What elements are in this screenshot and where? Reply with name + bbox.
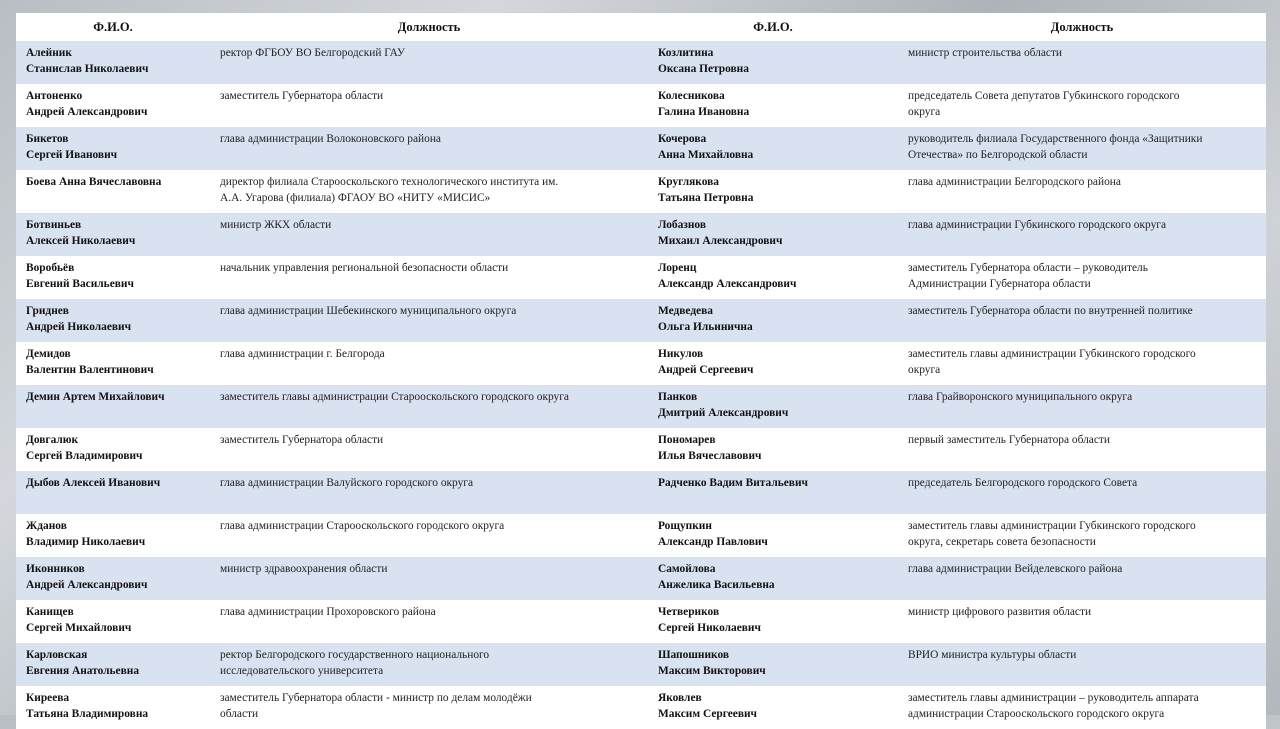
position-left: исследовательского университета — [220, 665, 384, 677]
person-name-left: Довгалюк — [26, 434, 79, 446]
person-name-left-cell — [16, 643, 210, 686]
person-name-right: Панков — [658, 391, 698, 403]
person-name-right-cell — [648, 471, 898, 514]
position-right: заместитель Губернатора области по внутренней политике — [908, 305, 1193, 317]
position-left-cell — [210, 299, 648, 342]
position-right: округа — [908, 364, 941, 376]
position-right: заместитель главы администрации Губкинского городского — [908, 348, 1196, 360]
person-name-left: Сергей Владимирович — [26, 450, 143, 462]
position-left-cell — [210, 213, 648, 256]
person-name-right: Радченко Вадим Витальевич — [658, 477, 808, 489]
position-left-cell — [210, 385, 648, 428]
person-name-left: Сергей Михайлович — [26, 622, 132, 634]
person-name-right-cell — [648, 299, 898, 342]
table-row — [16, 643, 1266, 686]
position-right: председатель Белгородского городского Совета — [908, 477, 1138, 489]
person-name-left: Бикетов — [26, 133, 69, 145]
position-right-cell — [898, 41, 1266, 84]
person-name-left: Демин Артем Михайлович — [26, 391, 165, 403]
position-left-cell — [210, 557, 648, 600]
person-name-right-cell — [648, 41, 898, 84]
position-right-cell — [898, 299, 1266, 342]
person-name-right: Яковлев — [658, 692, 702, 704]
person-name-right: Сергей Николаевич — [658, 622, 761, 634]
position-left: глава администрации г. Белгорода — [220, 348, 385, 360]
position-left: области — [220, 708, 259, 720]
table-row — [16, 600, 1266, 643]
person-name-right: Дмитрий Александрович — [658, 407, 789, 419]
person-name-left: Владимир Николаевич — [26, 536, 146, 548]
person-name-left-cell — [16, 41, 210, 84]
person-name-left-cell — [16, 557, 210, 600]
position-right: глава администрации Белгородского района — [908, 176, 1121, 188]
position-right-cell — [898, 342, 1266, 385]
person-name-left-cell — [16, 342, 210, 385]
person-name-right-cell — [648, 127, 898, 170]
position-right-cell — [898, 514, 1266, 557]
person-name-right: Самойлова — [658, 563, 716, 575]
person-name-left-cell — [16, 256, 210, 299]
position-right-cell — [898, 557, 1266, 600]
person-name-left: Андрей Александрович — [26, 106, 148, 118]
person-name-left-cell — [16, 385, 210, 428]
position-left-cell — [210, 127, 648, 170]
person-name-right-cell — [648, 514, 898, 557]
position-right: глава администрации Вейделевского района — [908, 563, 1123, 575]
table-row — [16, 170, 1266, 213]
position-left-cell — [210, 643, 648, 686]
position-right: председатель Совета депутатов Губкинского городского — [908, 90, 1180, 102]
person-name-left: Канищев — [26, 606, 74, 618]
position-left: заместитель Губернатора области - министр по делам молодёжи — [220, 692, 532, 704]
person-name-left: Гриднев — [26, 305, 69, 317]
table-row — [16, 514, 1266, 557]
position-left: заместитель Губернатора области — [220, 434, 384, 446]
person-name-right: Андрей Сергеевич — [658, 364, 754, 376]
position-right-cell — [898, 471, 1266, 514]
person-name-left: Боева Анна Вячеславовна — [26, 176, 162, 188]
position-left: глава администрации Старооскольского городского округа — [220, 520, 505, 532]
person-name-left-cell — [16, 213, 210, 256]
position-right-cell — [898, 428, 1266, 471]
position-left: ректор Белгородского государственного национального — [220, 649, 490, 661]
position-left: министр ЖКХ области — [220, 219, 332, 231]
position-left: директор филиала Старооскольского технологического института им. — [220, 176, 559, 188]
header-position-right: Должность — [898, 13, 1266, 41]
position-right-cell — [898, 600, 1266, 643]
person-name-right: Максим Сергеевич — [658, 708, 757, 720]
position-left-cell — [210, 471, 648, 514]
person-name-left-cell — [16, 299, 210, 342]
person-name-left: Воробьёв — [26, 262, 75, 274]
person-name-right: Пономарев — [658, 434, 716, 446]
position-left-cell — [210, 514, 648, 557]
person-name-left: Ботвиньев — [26, 219, 82, 231]
person-name-left: Жданов — [26, 520, 67, 532]
person-name-right: Татьяна Петровна — [658, 192, 754, 204]
position-right-cell — [898, 127, 1266, 170]
table-row — [16, 299, 1266, 342]
person-name-left: Дыбов Алексей Иванович — [26, 477, 161, 489]
position-right-cell — [898, 643, 1266, 686]
position-right: ВРИО министра культуры области — [908, 649, 1077, 661]
position-right-cell — [898, 256, 1266, 299]
person-name-left-cell — [16, 686, 210, 729]
position-left: заместитель главы администрации Старооскольского городского округа — [220, 391, 569, 403]
position-left-cell — [210, 256, 648, 299]
person-name-left: Сергей Иванович — [26, 149, 118, 161]
table-header-row — [16, 13, 1266, 41]
person-name-right-cell — [648, 557, 898, 600]
table-row — [16, 213, 1266, 256]
position-right: округа, секретарь совета безопасности — [908, 536, 1096, 548]
position-right: Отечества» по Белгородской области — [908, 149, 1088, 161]
person-name-right-cell — [648, 686, 898, 729]
position-right: округа — [908, 106, 941, 118]
position-left: глава администрации Шебекинского муниципального округа — [220, 305, 517, 317]
person-name-right: Оксана Петровна — [658, 63, 749, 75]
person-name-right: Анжелика Васильевна — [658, 579, 775, 591]
person-name-right: Илья Вячеславович — [658, 450, 762, 462]
person-name-left: Киреева — [26, 692, 70, 704]
position-right-cell — [898, 213, 1266, 256]
table-row — [16, 557, 1266, 600]
person-name-left-cell — [16, 514, 210, 557]
person-name-right: Рощупкин — [658, 520, 712, 532]
person-name-right-cell — [648, 385, 898, 428]
person-name-left: Евгений Васильевич — [26, 278, 134, 290]
position-left-cell — [210, 600, 648, 643]
position-left-cell — [210, 41, 648, 84]
person-name-right: Максим Викторович — [658, 665, 766, 677]
table-row — [16, 127, 1266, 170]
position-left-cell — [210, 342, 648, 385]
person-name-left: Евгения Анатольевна — [26, 665, 140, 677]
person-name-right: Кочерова — [658, 133, 707, 145]
person-name-right: Козлитина — [658, 47, 714, 59]
person-name-right: Александр Павлович — [658, 536, 768, 548]
header-name-left: Ф.И.О. — [16, 13, 210, 41]
person-name-left: Карловская — [26, 649, 88, 661]
person-name-right: Никулов — [658, 348, 704, 360]
table-row — [16, 41, 1266, 84]
person-name-left-cell — [16, 170, 210, 213]
position-right: первый заместитель Губернатора области — [908, 434, 1110, 446]
person-name-right: Галина Ивановна — [658, 106, 750, 118]
position-right: заместитель Губернатора области – руководитель — [908, 262, 1148, 274]
document-sheet — [16, 13, 1266, 720]
person-name-left: Станислав Николаевич — [26, 63, 149, 75]
person-name-right: Медведева — [658, 305, 713, 317]
position-right-cell — [898, 385, 1266, 428]
person-name-right-cell — [648, 342, 898, 385]
person-name-left: Антоненко — [26, 90, 83, 102]
person-name-right: Колесникова — [658, 90, 725, 102]
person-name-left-cell — [16, 428, 210, 471]
position-left: глава администрации Волоконовского района — [220, 133, 441, 145]
person-name-right-cell — [648, 84, 898, 127]
position-left-cell — [210, 170, 648, 213]
position-right: руководитель филиала Государственного фонда «Защитники — [908, 133, 1203, 145]
person-name-left: Андрей Николаевич — [26, 321, 132, 333]
table-row — [16, 471, 1266, 514]
person-name-left: Алейник — [26, 47, 72, 59]
person-name-left: Алексей Николаевич — [26, 235, 136, 247]
person-name-right: Лоренц — [658, 262, 697, 274]
person-name-left: Валентин Валентинович — [26, 364, 154, 376]
person-name-left: Иконников — [26, 563, 85, 575]
position-left: глава администрации Прохоровского района — [220, 606, 436, 618]
table-row — [16, 342, 1266, 385]
header-name-right: Ф.И.О. — [648, 13, 898, 41]
officials-table — [16, 13, 1266, 729]
person-name-right: Круглякова — [658, 176, 719, 188]
position-left: ректор ФГБОУ ВО Белгородский ГАУ — [220, 47, 405, 59]
table-row — [16, 256, 1266, 299]
table-row — [16, 385, 1266, 428]
table-row — [16, 84, 1266, 127]
position-right-cell — [898, 84, 1266, 127]
position-right: глава Грайворонского муниципального округа — [908, 391, 1133, 403]
person-name-right: Шапошников — [658, 649, 730, 661]
person-name-left-cell — [16, 600, 210, 643]
person-name-right: Михаил Александрович — [658, 235, 783, 247]
position-right: Администрации Губернатора области — [908, 278, 1091, 290]
position-left-cell — [210, 84, 648, 127]
person-name-right-cell — [648, 256, 898, 299]
position-left: А.А. Угарова (филиала) ФГАОУ ВО «НИТУ «МИСИС» — [220, 192, 491, 204]
person-name-right-cell — [648, 213, 898, 256]
person-name-right-cell — [648, 643, 898, 686]
position-right: глава администрации Губкинского городского округа — [908, 219, 1166, 231]
person-name-left: Татьяна Владимировна — [26, 708, 149, 720]
person-name-left: Демидов — [26, 348, 71, 360]
position-right: администрации Старооскольского городского округа — [908, 708, 1165, 720]
position-left: глава администрации Валуйского городского округа — [220, 477, 474, 489]
position-right: министр цифрового развития области — [908, 606, 1092, 618]
table-body — [16, 41, 1266, 729]
position-left: начальник управления региональной безопасности области — [220, 262, 509, 274]
position-right-cell — [898, 170, 1266, 213]
person-name-right: Ольга Ильинична — [658, 321, 753, 333]
person-name-right: Лобазнов — [658, 219, 706, 231]
person-name-left-cell — [16, 471, 210, 514]
person-name-right-cell — [648, 600, 898, 643]
position-left-cell — [210, 686, 648, 729]
position-left: заместитель Губернатора области — [220, 90, 384, 102]
person-name-right: Четвериков — [658, 606, 720, 618]
position-right: заместитель главы администрации – руководитель аппарата — [908, 692, 1199, 704]
person-name-left-cell — [16, 84, 210, 127]
person-name-left-cell — [16, 127, 210, 170]
person-name-left: Андрей Александрович — [26, 579, 148, 591]
position-right: министр строительства области — [908, 47, 1063, 59]
position-right: заместитель главы администрации Губкинского городского — [908, 520, 1196, 532]
position-left-cell — [210, 428, 648, 471]
person-name-right-cell — [648, 428, 898, 471]
person-name-right-cell — [648, 170, 898, 213]
position-right-cell — [898, 686, 1266, 729]
person-name-right: Анна Михайловна — [658, 149, 754, 161]
header-position-left: Должность — [210, 13, 648, 41]
table-row — [16, 686, 1266, 729]
person-name-right: Александр Александрович — [658, 278, 797, 290]
table-row — [16, 428, 1266, 471]
position-left: министр здравоохранения области — [220, 563, 388, 575]
